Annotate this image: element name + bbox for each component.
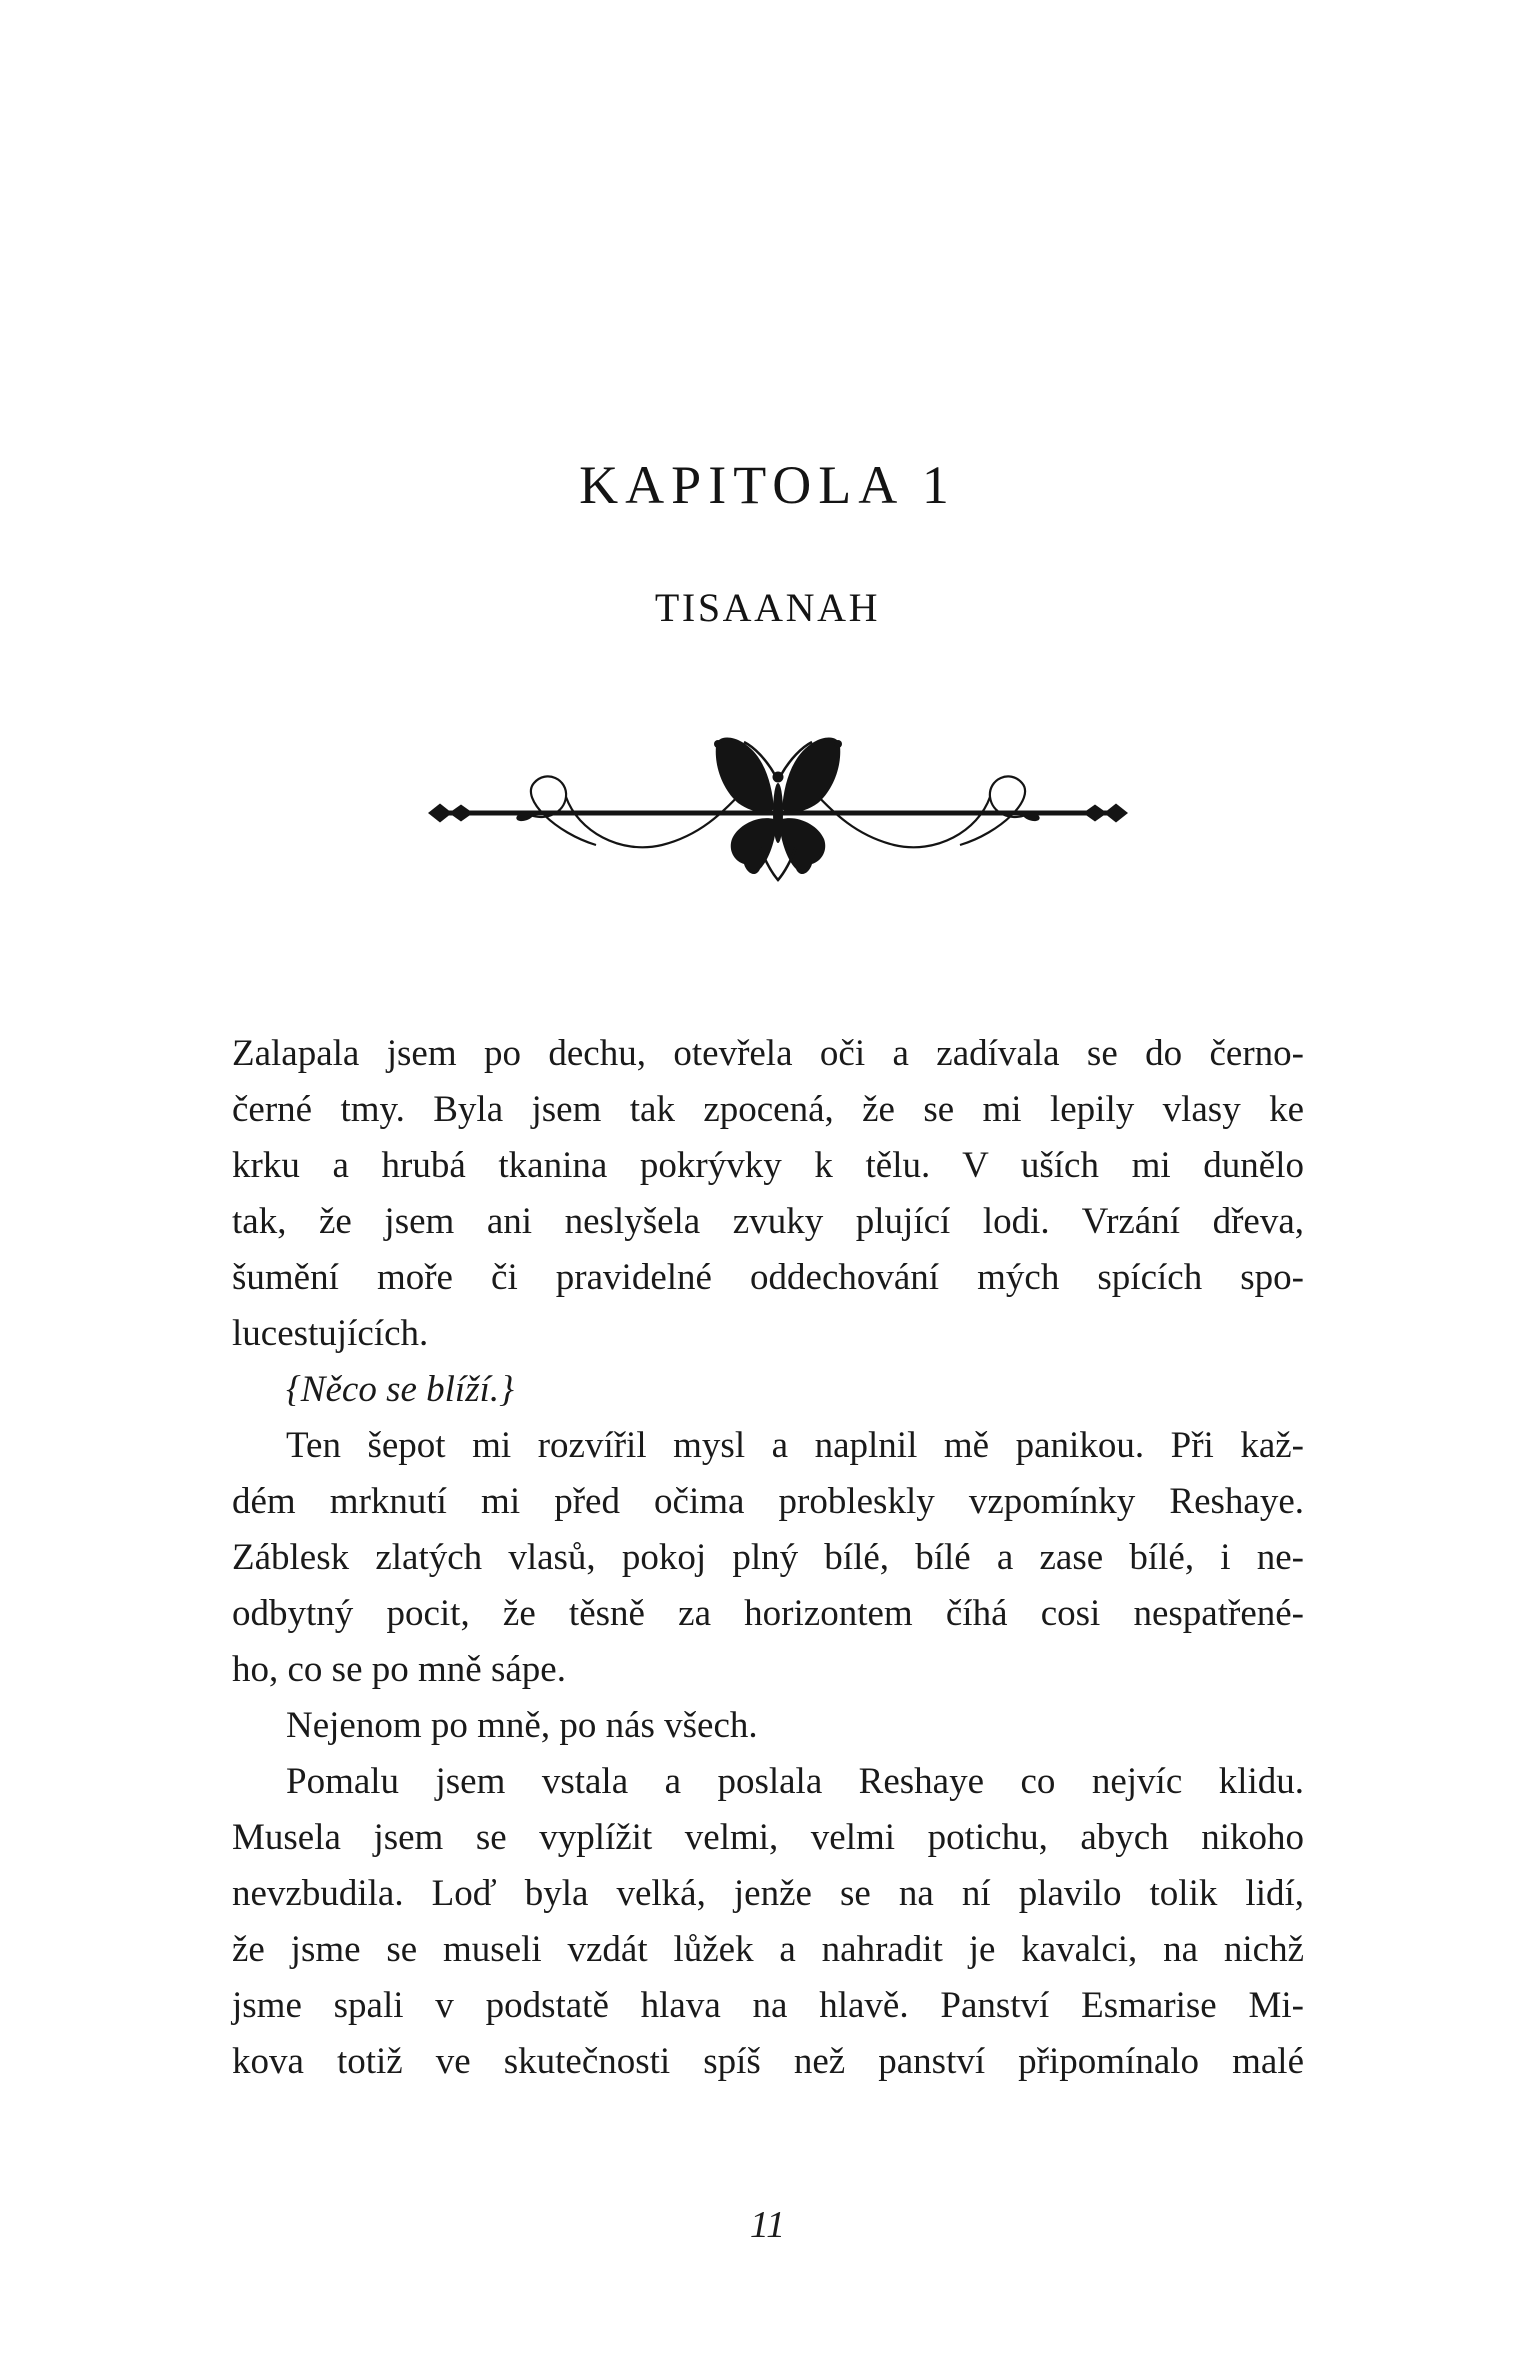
body-text-line: Ten šepot mi rozvířil mysl a naplnil mě panikou. Při kaž- [286,1425,1304,1466]
body-text-line: jsme spali v podstatě hlava na hlavě. Panství Esmarise Mi- [232,1985,1304,2026]
body-text-line: Zalapala jsem po dechu, otevřela oči a zadívala se do černo- [232,1033,1304,1074]
body-text-line: lucestujících. [232,1313,429,1354]
page-number: 11 [749,2204,786,2246]
body-text-line: že jsme se museli vzdát lůžek a nahradit je kavalci, na nichž [232,1929,1304,1970]
butterfly-divider-ornament [428,733,1128,893]
chapter-title: KAPITOLA 1 [579,455,956,515]
butterfly-icon [428,733,1128,893]
body-text-line: nevzbudila. Loď byla velká, jenže se na ní plavilo tolik lidí, [232,1873,1304,1914]
body-text-line: Záblesk zlatých vlasů, pokoj plný bílé, bílé a zase bílé, i ne- [232,1537,1304,1578]
body-text-line: {Něco se blíží.} [286,1369,514,1410]
body-text-line: šumění moře či pravidelné oddechování mých spících spo- [232,1257,1304,1298]
body-text-line: kova totiž ve skutečnosti spíš než panství připomínalo malé [232,2041,1304,2082]
chapter-subtitle: TISAANAH [654,585,881,630]
body-text-line: Nejenom po mně, po nás všech. [286,1705,758,1746]
body-text [232,1026,1304,2090]
body-text-line: Musela jsem se vyplížit velmi, velmi potichu, abych nikoho [232,1817,1304,1858]
body-text-line: Pomalu jsem vstala a poslala Reshaye co nejvíc klidu. [286,1761,1304,1802]
body-text-line: krku a hrubá tkanina pokrývky k tělu. V uších mi dunělo [232,1145,1304,1186]
body-text-line: odbytný pocit, že těsně za horizontem číhá cosi nespatřené- [232,1593,1304,1634]
body-text-line: ho, co se po mně sápe. [232,1649,566,1690]
body-text-line: černé tmy. Byla jsem tak zpocená, že se mi lepily vlasy ke [232,1089,1304,1130]
body-text-line: dém mrknutí mi před očima probleskly vzpomínky Reshaye. [232,1481,1304,1522]
body-text-line: tak, že jsem ani neslyšela zvuky plující lodi. Vrzání dřeva, [232,1201,1304,1242]
